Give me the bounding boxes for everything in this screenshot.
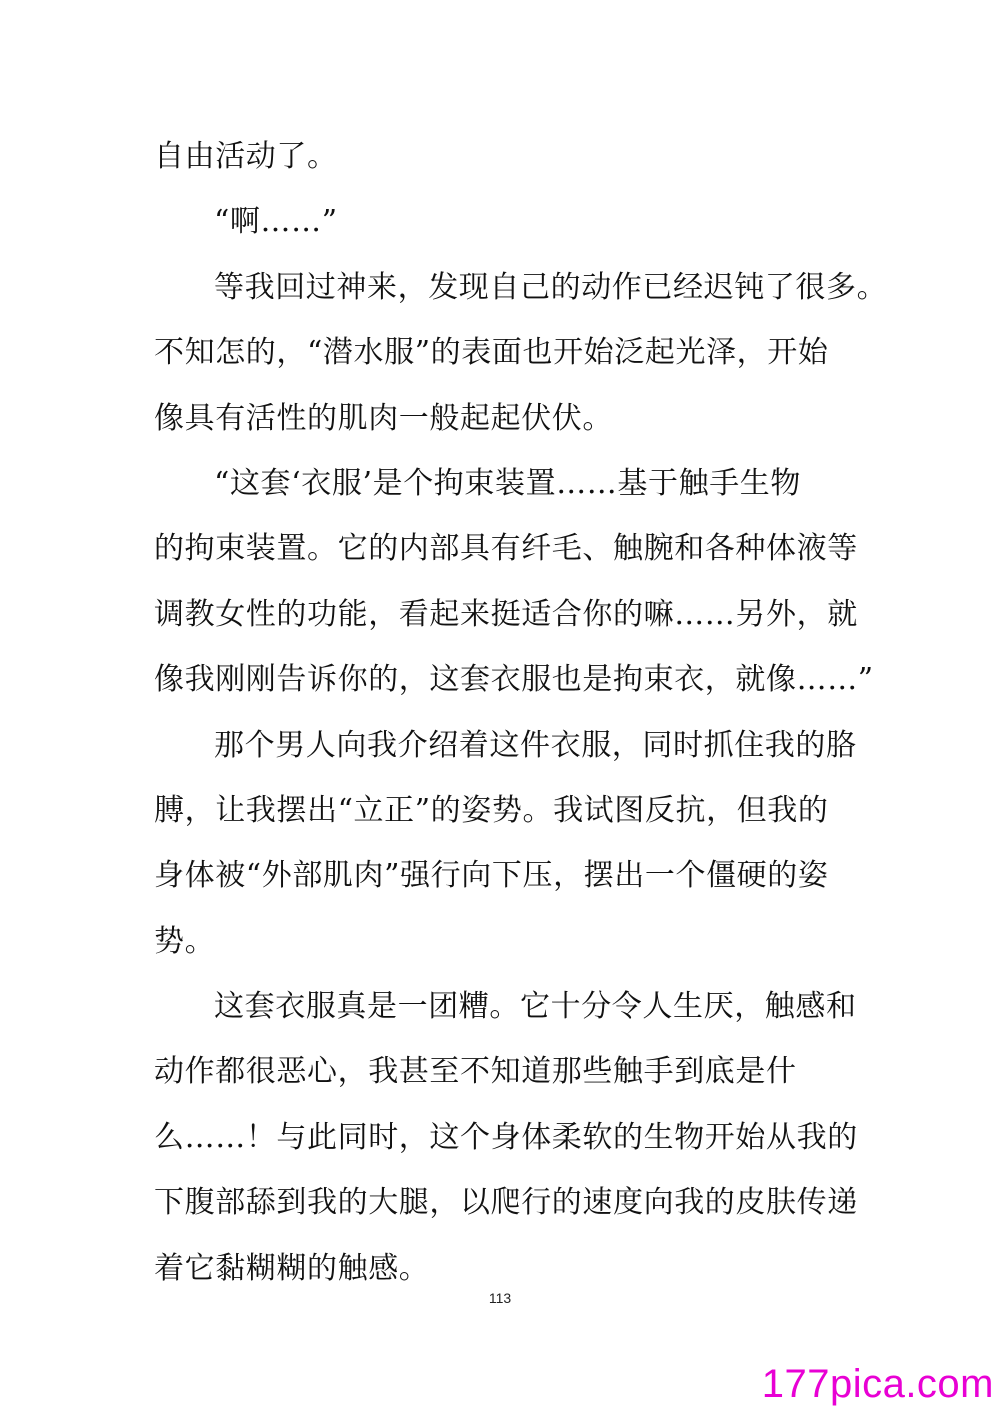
- page-number: 113: [488, 1290, 512, 1306]
- text-line: 动作都很恶心，我甚至不知道那些触手到底是什: [154, 1054, 797, 1090]
- text-line: 着它黏糊糊的触感。: [154, 1250, 430, 1286]
- text-line: 等我回过神来，发现自己的动作已经迟钝了很多。: [214, 269, 888, 305]
- text-line: 么……！与此同时，这个身体柔软的生物开始从我的: [154, 1119, 858, 1155]
- text-line: 下腹部舔到我的大腿，以爬行的速度向我的皮肤传递: [154, 1185, 858, 1221]
- text-line: 这套衣服真是一团糟。它十分令人生厌，触感和: [214, 989, 857, 1025]
- text-line: 膊，让我摆出“立正”的姿势。我试图反抗，但我的: [154, 792, 829, 828]
- text-line: 自由活动了。: [154, 139, 338, 174]
- text-line: 那个男人向我介绍着这件衣服，同时抓住我的胳: [214, 727, 857, 763]
- text-line: 像我刚刚告诉你的，这套衣服也是拘束衣，就像……”: [154, 662, 874, 698]
- page-body: [154, 124, 888, 1301]
- text-line: 势。: [154, 923, 216, 959]
- text-line: “这套‘衣服’是个拘束装置……基于触手生物: [214, 465, 802, 501]
- text-line: 身体被“外部肌肉”强行向下压，摆出一个僵硬的姿: [154, 858, 829, 894]
- text-line: “啊……”: [214, 204, 338, 240]
- text-line: 像具有活性的肌肉一般起起伏伏。: [154, 400, 613, 436]
- text-line: 调教女性的功能，看起来挺适合你的嘛……另外，就: [154, 596, 858, 632]
- watermark-link[interactable]: 177pica.com: [761, 1362, 994, 1406]
- text-line: 不知怎的，“潜水服”的表面也开始泛起光泽，开始: [154, 335, 829, 371]
- text-line: 的拘束装置。它的内部具有纤毛、触腕和各种体液等: [154, 531, 858, 567]
